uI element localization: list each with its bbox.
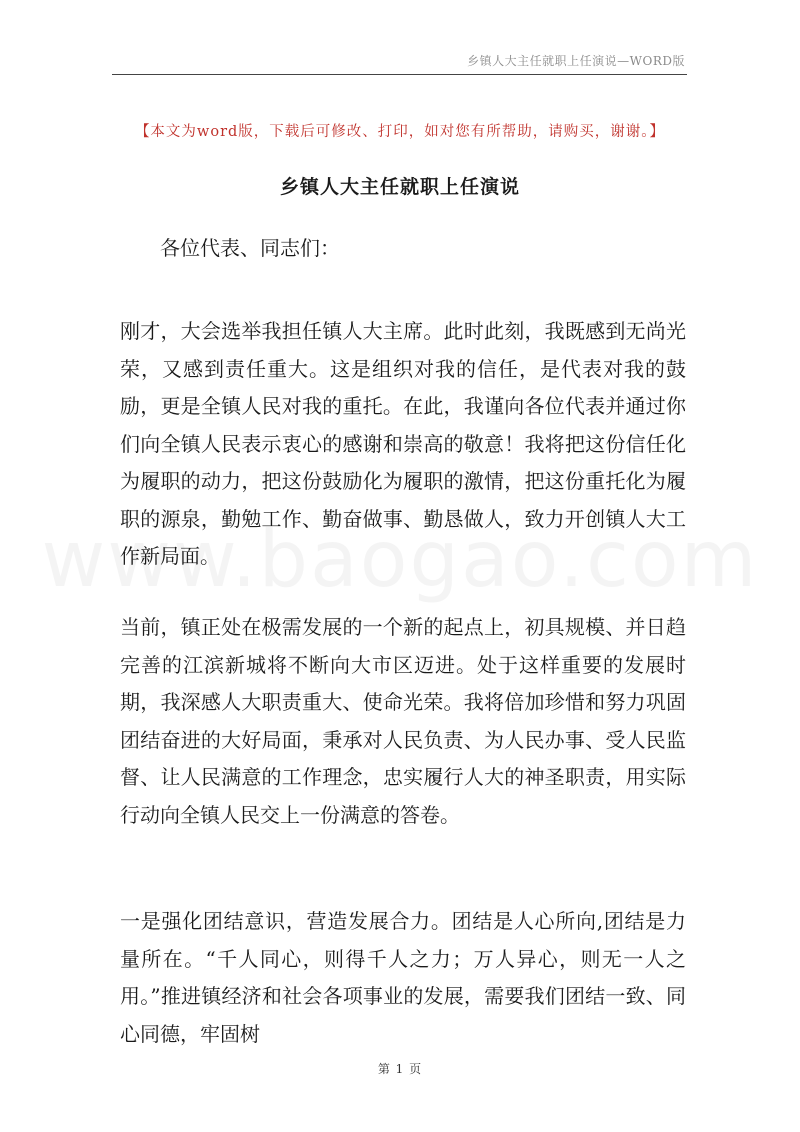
salutation: 各位代表、同志们：	[160, 236, 340, 260]
paragraph-2: 当前，镇正处在极需发展的一个新的起点上，初具规模、并日趋完善的江滨新城将不断向大市区迈进。处于这样重要的发展时期，我深感人大职责重大、使命光荣。我将倍加珍惜和努力巩固团结奋进的大好局面，秉承对人民负责、为人民办事、受人民监督、让人民满意的工作理念，忠实履行人大的神圣职责，用实际行动向全镇人民交上一份满意的答卷。	[120, 615, 686, 827]
purchase-notice: 【本文为word版，下载后可修改、打印，如对您有所帮助，请购买，谢谢。】	[134, 124, 666, 140]
running-header: 乡镇人大主任就职上任演说—WORD版	[467, 54, 685, 68]
paragraph-3: 一是强化团结意识，营造发展合力。团结是人心所向,团结是力量所在。“千人同心，则得千人之力；万人异心，则无一人之用。”推进镇经济和社会各项事业的发展，需要我们团结一致、同心同德，牢固树	[120, 909, 686, 1046]
document-title: 乡镇人大主任就职上任演说	[279, 176, 520, 198]
header-divider	[112, 74, 687, 75]
paragraph-1: 刚才，大会选举我担任镇人大主席。此时此刻，我既感到无尚光荣，又感到责任重大。这是组织对我的信任，是代表对我的鼓励，更是全镇人民对我的重托。在此，我谨向各位代表并通过你们向全镇人民表示衷心的感谢和崇高的敬意！我将把这份信任化为履职的动力，把这份鼓励化为履职的激情，把这份重托化为履职的源泉，勤勉工作、勤奋做事、勤恳做人，致力开创镇人大工作新局面。	[120, 319, 686, 568]
page-number: 第 1 页	[377, 1062, 423, 1076]
